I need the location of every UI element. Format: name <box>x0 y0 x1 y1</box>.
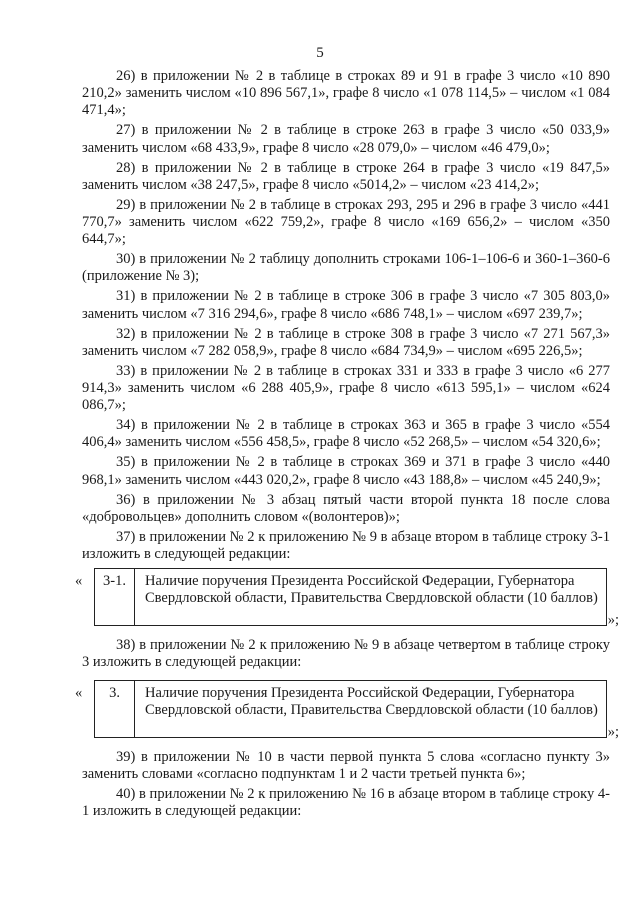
amendment-paragraph: 34) в приложении № 2 в таблице в строках 363 и 365 в графе 3 число «554 406,4» заменить числом «556 458,5», графе 8 число «52 268,5» – числом «54 320,6»; <box>82 417 610 451</box>
table-row-box <box>94 680 607 738</box>
amendment-paragraph: 28) в приложении № 2 в таблице в строке 264 в графе 3 число «19 847,5» заменить числом «38 247,5», графе 8 число «5014,2» – числом «23 414,2»; <box>82 159 610 193</box>
paragraph-group-a <box>82 68 610 563</box>
amendment-paragraph: 38) в приложении № 2 к приложению № 9 в абзаце четвертом в таблице строку 3 изложить в следующей редакции: <box>82 637 610 671</box>
open-quote: « <box>75 573 83 590</box>
page-number: 5 <box>316 45 324 61</box>
paragraph-group-c <box>82 749 610 821</box>
open-quote: « <box>75 684 83 701</box>
amendment-paragraph: 31) в приложении № 2 в таблице в строке 306 в графе 3 число «7 305 803,0» заменить числом «7 316 294,6», графе 8 число «686 748,1» – числом «697 239,7»; <box>82 288 610 322</box>
paragraph-group-b <box>82 637 610 671</box>
amendment-paragraph: 39) в приложении № 10 в части первой пункта 5 слова «согласно пункту 3» заменить словами «согласно подпунктам 1 и 2 части третьей пункта 6»; <box>82 748 610 782</box>
quoted-table-row-3 <box>75 680 619 744</box>
quoted-table-row-3-1 <box>75 568 619 632</box>
close-quote: »; <box>607 612 619 629</box>
amendment-paragraph: 27) в приложении № 2 в таблице в строке 263 в графе 3 число «50 033,9» заменить числом «68 433,9», графе 8 число «28 079,0» – числом «46 479,0»; <box>82 122 610 156</box>
amendment-paragraph: 29) в приложении № 2 в таблице в строках 293, 295 и 296 в графе 3 число «441 770,7» заменить числом «622 759,2», графе 8 число «169 656,2» – числом «350 644,7»; <box>82 196 610 248</box>
table-row-box <box>94 568 607 626</box>
row-text-cell: Наличие поручения Президента Российской Федерации, Губернатора Свердловской области, Правительства Свердловской области (10 баллов) <box>145 684 598 718</box>
row-text-cell: Наличие поручения Президента Российской Федерации, Губернатора Свердловской области, Правительства Свердловской области (10 баллов) <box>145 573 598 607</box>
amendment-paragraph: 32) в приложении № 2 в таблице в строке 308 в графе 3 число «7 271 567,3» заменить числом «7 282 058,9», графе 8 число «684 734,9» – числом «695 226,5»; <box>82 325 610 359</box>
row-number-cell: 3. <box>95 681 135 737</box>
amendment-paragraph: 30) в приложении № 2 таблицу дополнить строками 106-1–106-6 и 360-1–360-6 (приложение № 3); <box>82 251 610 285</box>
row-number-cell: 3-1. <box>95 569 135 625</box>
amendment-paragraph: 36) в приложении № 3 абзац пятый части второй пункта 18 после слова «добровольцев» дополнить словом «(волонтеров)»; <box>82 491 610 525</box>
amendment-paragraph: 35) в приложении № 2 в таблице в строках 369 и 371 в графе 3 число «440 968,1» заменить числом «443 020,2», графе 8 число «43 188,8» – числом «45 240,9»; <box>82 454 610 488</box>
document-body <box>75 68 619 823</box>
close-quote: »; <box>607 723 619 740</box>
amendment-paragraph: 37) в приложении № 2 к приложению № 9 в абзаце втором в таблице строку 3-1 изложить в следующей редакции: <box>82 528 610 563</box>
amendment-paragraph: 40) в приложении № 2 к приложению № 16 в абзаце втором в таблице строку 4-1 изложить в следующей редакции: <box>82 785 610 820</box>
amendment-paragraph: 33) в приложении № 2 в таблице в строках 331 и 333 в графе 3 число «6 277 914,3» заменить числом «6 288 405,9», графе 8 число «613 595,1» – числом «624 086,7»; <box>82 362 610 414</box>
amendment-paragraph: 26) в приложении № 2 в таблице в строках 89 и 91 в графе 3 число «10 890 210,2» заменить числом «10 896 567,1», графе 8 число «1 078 114,5» – числом «1 084 471,4»; <box>82 68 610 119</box>
